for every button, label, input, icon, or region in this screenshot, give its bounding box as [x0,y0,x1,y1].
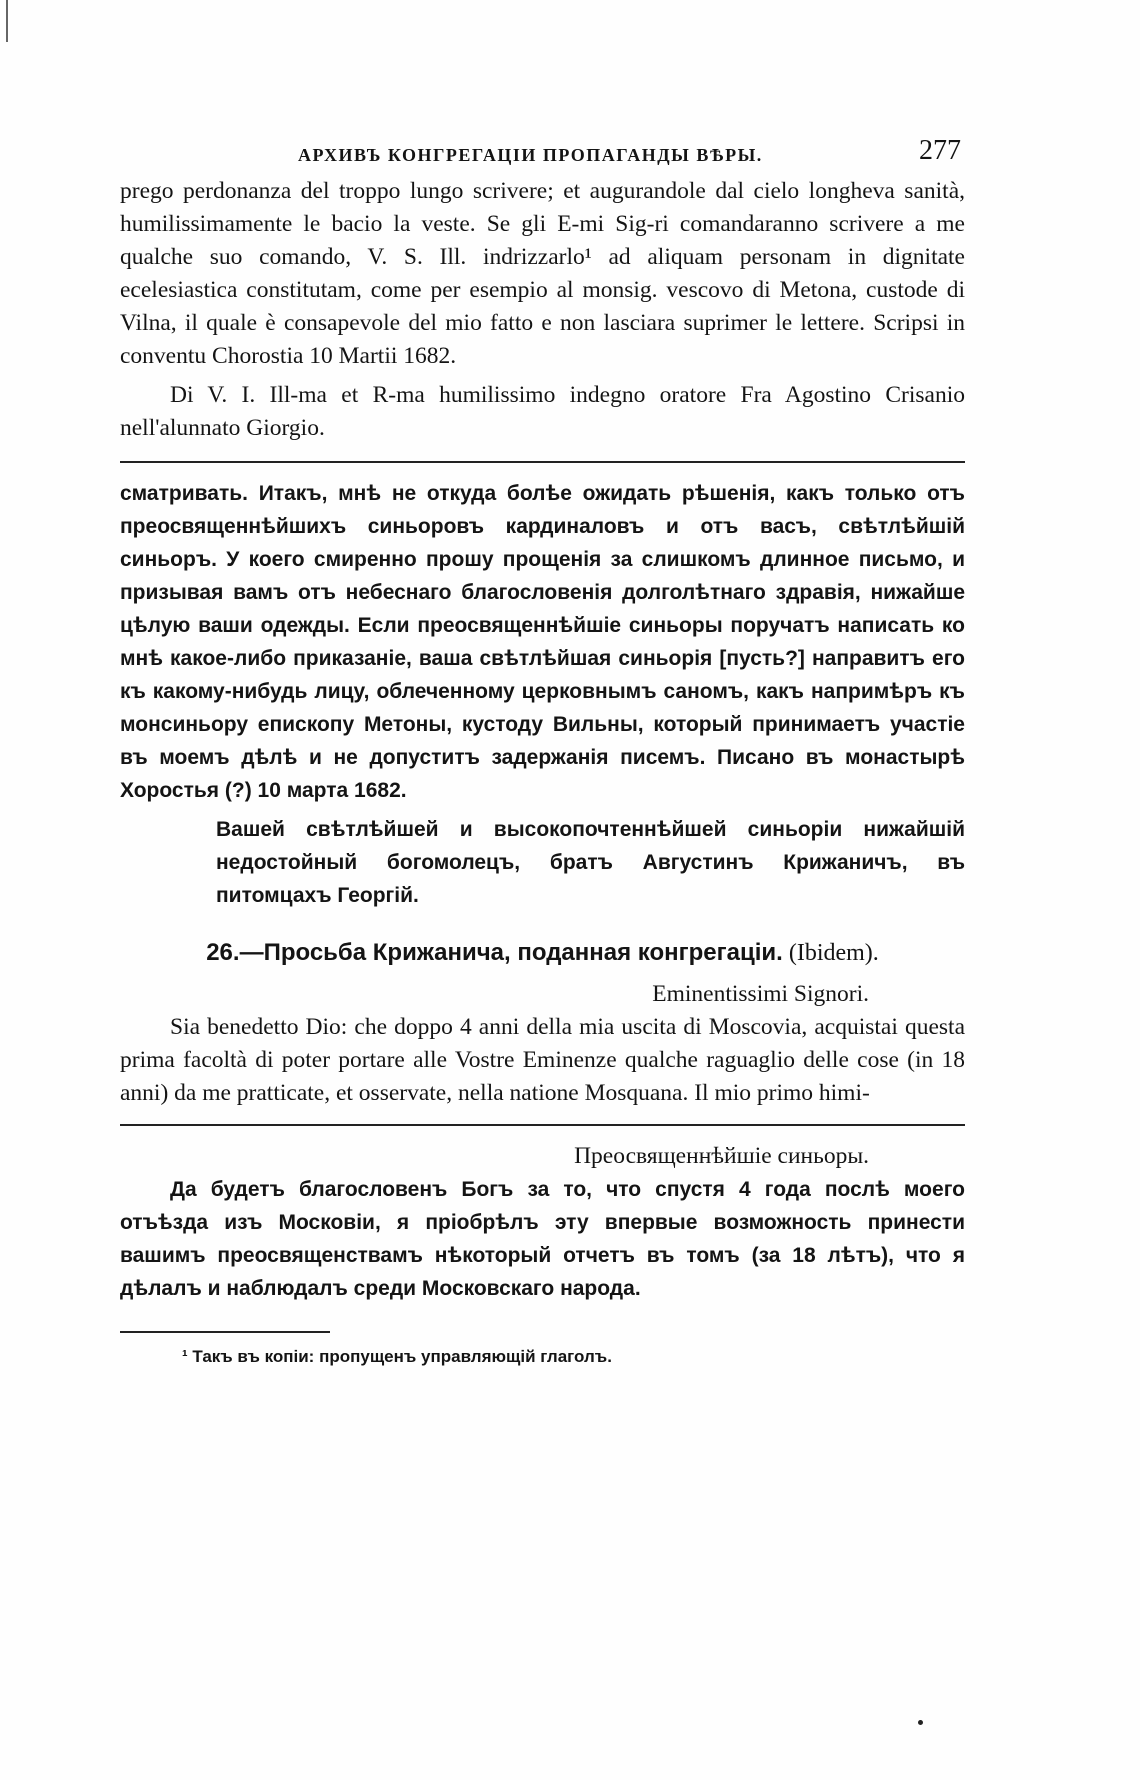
italian-paragraph-top: prego perdonanza del troppo lungo scrivere; et augurandole dal cielo longheva sanità, humilissimamente le bacio la veste. Se gli E-mi Sig-ri comandaranno scrivere a me qualche suo comando, V. S. Ill. indrizzarlo¹ ad aliquam personam in dignitate ecelesiastica constitutam, come per esempio al monsig. vescovo di Metona, custode di Vilna, il quale è consapevole del mio fatto e non lasciara suprimer le lettere. Scripsi in conventu Chorostia 10 Martii 1682. [120,178,965,369]
footnote-rule [120,1331,330,1333]
italian-salutation: Eminentissimi Signori. [652,981,869,1007]
russian-signature: Вашей свѣтлѣйшей и высокопочтеннѣйшей синьоріи нижайшій недостойный богомолецъ, братъ Августинъ Крижаничъ, въ питомцахъ Георгій. [216,818,965,907]
section-title: 26.—Просьба Крижанича, поданная конгрегаціи. [206,939,783,966]
section-heading [120,936,965,970]
page-number: 277 [919,135,961,166]
section-source: (Ibidem). [788,940,879,966]
scan-edge-mark [6,0,8,42]
italian-paragraph-bottom: Sia benedetto Dio: che doppo 4 anni della mia uscita di Moscovia, acquistai questa prima facoltà di poter portare alle Vostre Eminenze qualche raguaglio delle cose (in 18 anni) da me pratticate, et osservate, nella natione Mosquana. Il mio primo himi- [120,1014,965,1106]
running-head: АРХИВЪ КОНГРЕГАЦІИ ПРОПАГАНДЫ ВѢРЫ. [298,145,763,165]
page-header [120,135,965,175]
footnote: ¹ Такъ въ копіи: пропущенъ управляющій глаголъ. [182,1347,612,1366]
document-page [120,135,965,1369]
separator-rule [120,461,965,463]
scan-dot-mark [918,1720,923,1725]
russian-paragraph-bottom: Да будетъ благословенъ Богъ за то, что спустя 4 года послѣ моего отъѣзда изъ Московіи, я пріобрѣлъ эту впервые возможность принести вашимъ преосвященствамъ нѣкоторый отчетъ въ томъ (за 18 лѣтъ), что я дѣлалъ и наблюдалъ среди Московскаго народа. [120,1178,965,1300]
italian-signature: Di V. I. Ill-ma et R-ma humilissimo indegno oratore Fra Agostino Crisanio nell'alunnato Giorgio. [120,382,965,441]
russian-salutation: Преосвященнѣйшіе синьоры. [574,1143,869,1169]
russian-paragraph-top: сматривать. Итакъ, мнѣ не откуда болѣе ожидать рѣшенія, какъ только отъ преосвященнѣйшихъ синьоровъ кардиналовъ и отъ васъ, свѣтлѣйшій синьоръ. У коего смиренно прошу прощенія за слишкомъ длинное письмо, и призывая вамъ отъ небеснаго благословенія долголѣтнаго здравія, нижайше цѣлую ваши одежды. Если преосвященнѣйшіе синьоры поручатъ написать ко мнѣ какое-либо приказаніе, ваша свѣтлѣйшая синьорія [пусть?] направитъ его къ какому-нибудь лицу, облеченному церковнымъ саномъ, какъ напримѣръ къ монсиньору епископу Метоны, кустоду Вильны, который принимаетъ участіе въ моемъ дѣлѣ и не допуститъ задержанія писемъ. Писано въ монастырѣ Хоростья (?) 10 марта 1682. [120,482,965,802]
separator-rule-2 [120,1124,965,1126]
